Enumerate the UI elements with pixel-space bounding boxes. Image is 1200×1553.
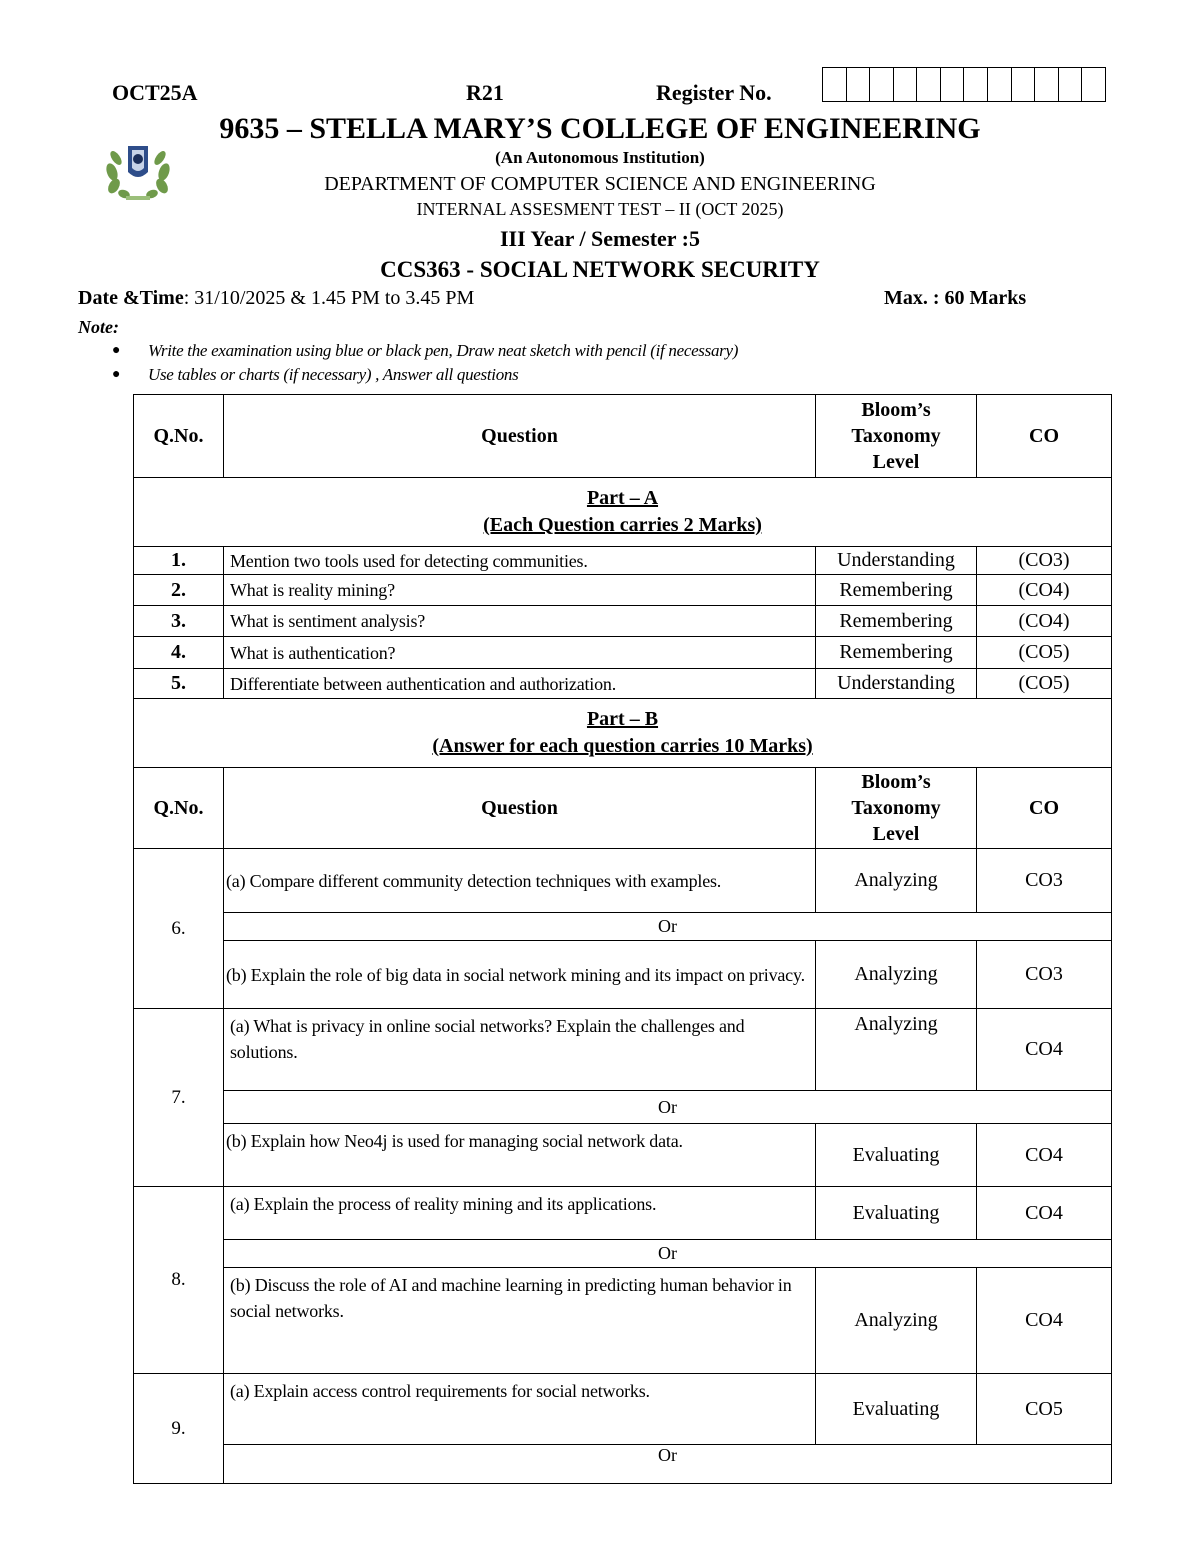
regulation: R21 (466, 80, 504, 105)
question-number: 8. (134, 1187, 224, 1374)
table-row (134, 941, 1112, 1009)
register-number-boxes[interactable] (822, 67, 1106, 102)
question-text: (a) Compare different community detection techniques with examples. (224, 849, 816, 913)
question-text: (b) Explain how Neo4j is used for managing social network data. (224, 1124, 816, 1187)
autonomous-label: (An Autonomous Institution) (495, 148, 705, 167)
table-row (134, 1374, 1112, 1445)
course-outcome: CO4 (977, 1009, 1112, 1091)
col-level (816, 395, 977, 478)
or-row (134, 1445, 1112, 1484)
question-text: What is reality mining? (224, 575, 816, 606)
or-separator: Or (224, 1445, 1112, 1484)
table-row (134, 669, 1112, 699)
question-number: 7. (134, 1009, 224, 1187)
course-outcome: CO4 (977, 1187, 1112, 1240)
col-level (816, 768, 977, 849)
question-text: (a) Explain the process of reality mining and its applications. (224, 1187, 816, 1240)
col-co: CO (977, 768, 1112, 849)
table-header-row (134, 395, 1112, 478)
course-outcome: CO4 (977, 1268, 1112, 1374)
question-text: What is authentication? (224, 637, 816, 669)
part-a-title: Part – A (586, 487, 659, 509)
test-title: INTERNAL ASSESMENT TEST – II (OCT 2025) (416, 199, 784, 219)
col-question: Question (224, 768, 816, 849)
bloom-level: Analyzing (816, 941, 977, 1009)
bloom-level: Analyzing (816, 1268, 977, 1374)
part-a-subtitle: (Each Question carries 2 Marks) (483, 514, 762, 536)
bloom-level: Understanding (816, 547, 977, 575)
course-outcome: CO3 (977, 849, 1112, 913)
question-number: 6. (134, 849, 224, 1009)
question-number: 1. (134, 547, 224, 575)
or-row (134, 913, 1112, 941)
part-b-subtitle: (Answer for each question carries 10 Marks) (432, 735, 813, 757)
course-outcome: (CO4) (977, 606, 1112, 637)
table-header-row (134, 768, 1112, 849)
col-qno: Q.No. (134, 395, 224, 478)
exam-code: OCT25A (112, 80, 198, 105)
bullet-icon: ● (112, 367, 121, 382)
table-row (134, 1124, 1112, 1187)
college-name: 9635 – STELLA MARY’S COLLEGE OF ENGINEERING (219, 112, 981, 145)
table-row (134, 575, 1112, 606)
part-b-title: Part – B (586, 708, 659, 730)
col-qno: Q.No. (134, 768, 224, 849)
date-time (78, 287, 474, 310)
course-outcome: (CO3) (977, 547, 1112, 575)
question-text: What is sentiment analysis? (224, 606, 816, 637)
table-row (134, 1009, 1112, 1091)
bloom-level: Remembering (816, 637, 977, 669)
course-outcome: (CO5) (977, 637, 1112, 669)
bloom-level: Remembering (816, 575, 977, 606)
bloom-level: Evaluating (816, 1124, 977, 1187)
bloom-level: Analyzing (816, 849, 977, 913)
table-row (134, 637, 1112, 669)
question-number: 9. (134, 1374, 224, 1484)
col-level-line: Bloom’s (861, 399, 931, 421)
course-outcome: CO3 (977, 941, 1112, 1009)
part-a-heading-row (134, 478, 1112, 547)
question-text: Differentiate between authentication and authorization. (224, 669, 816, 699)
course-outcome: (CO4) (977, 575, 1112, 606)
bullet-icon: ● (112, 343, 121, 358)
part-b-heading (134, 699, 1112, 768)
col-level-line: Level (872, 823, 920, 845)
part-a-heading (134, 478, 1112, 547)
bloom-level: Evaluating (816, 1187, 977, 1240)
or-row (134, 1240, 1112, 1268)
bloom-level: Analyzing (816, 1009, 977, 1091)
question-text: (b) Discuss the role of AI and machine learning in predicting human behavior in social networks. (224, 1268, 816, 1374)
question-text: (b) Explain the role of big data in social network mining and its impact on privacy. (224, 941, 816, 1009)
col-level-line: Level (872, 451, 920, 473)
course-outcome: CO4 (977, 1124, 1112, 1187)
col-level-line: Taxonomy (851, 797, 941, 819)
or-separator: Or (224, 913, 1112, 941)
question-number: 4. (134, 637, 224, 669)
question-number: 2. (134, 575, 224, 606)
question-number: 5. (134, 669, 224, 699)
or-separator: Or (224, 1091, 1112, 1124)
department-name: DEPARTMENT OF COMPUTER SCIENCE AND ENGINEERING (324, 173, 876, 195)
date-time-label: Date &Time (78, 287, 184, 309)
col-co: CO (977, 395, 1112, 478)
table-row (134, 849, 1112, 913)
or-row (134, 1091, 1112, 1124)
col-question: Question (224, 395, 816, 478)
note-item: Use tables or charts (if necessary) , Answer all questions (148, 365, 519, 384)
col-level-line: Bloom’s (861, 771, 931, 793)
or-separator: Or (224, 1240, 1112, 1268)
note-label: Note: (78, 317, 119, 337)
bloom-level: Understanding (816, 669, 977, 699)
part-b-heading-row (134, 699, 1112, 768)
question-text: Mention two tools used for detecting communities. (224, 547, 816, 575)
question-number: 3. (134, 606, 224, 637)
date-time-value: : 31/10/2025 & 1.45 PM to 3.45 PM (183, 287, 475, 309)
year-semester: III Year / Semester :5 (500, 226, 700, 251)
course-outcome: CO5 (977, 1374, 1112, 1445)
col-level-line: Taxonomy (851, 425, 941, 447)
table-row (134, 606, 1112, 637)
question-text: (a) What is privacy in online social networks? Explain the challenges and solutions. (224, 1009, 816, 1091)
bloom-level: Remembering (816, 606, 977, 637)
bloom-level: Evaluating (816, 1374, 977, 1445)
note-item: Write the examination using blue or black pen, Draw neat sketch with pencil (if necessary) (148, 341, 739, 360)
table-row (134, 547, 1112, 575)
max-marks: Max. : 60 Marks (884, 287, 1027, 309)
table-row (134, 1187, 1112, 1240)
register-label: Register No. (656, 80, 772, 105)
course-title: CCS363 - SOCIAL NETWORK SECURITY (380, 257, 820, 282)
table-row (134, 1268, 1112, 1374)
course-outcome: (CO5) (977, 669, 1112, 699)
question-table (133, 394, 1112, 1484)
question-text: (a) Explain access control requirements for social networks. (224, 1374, 816, 1445)
